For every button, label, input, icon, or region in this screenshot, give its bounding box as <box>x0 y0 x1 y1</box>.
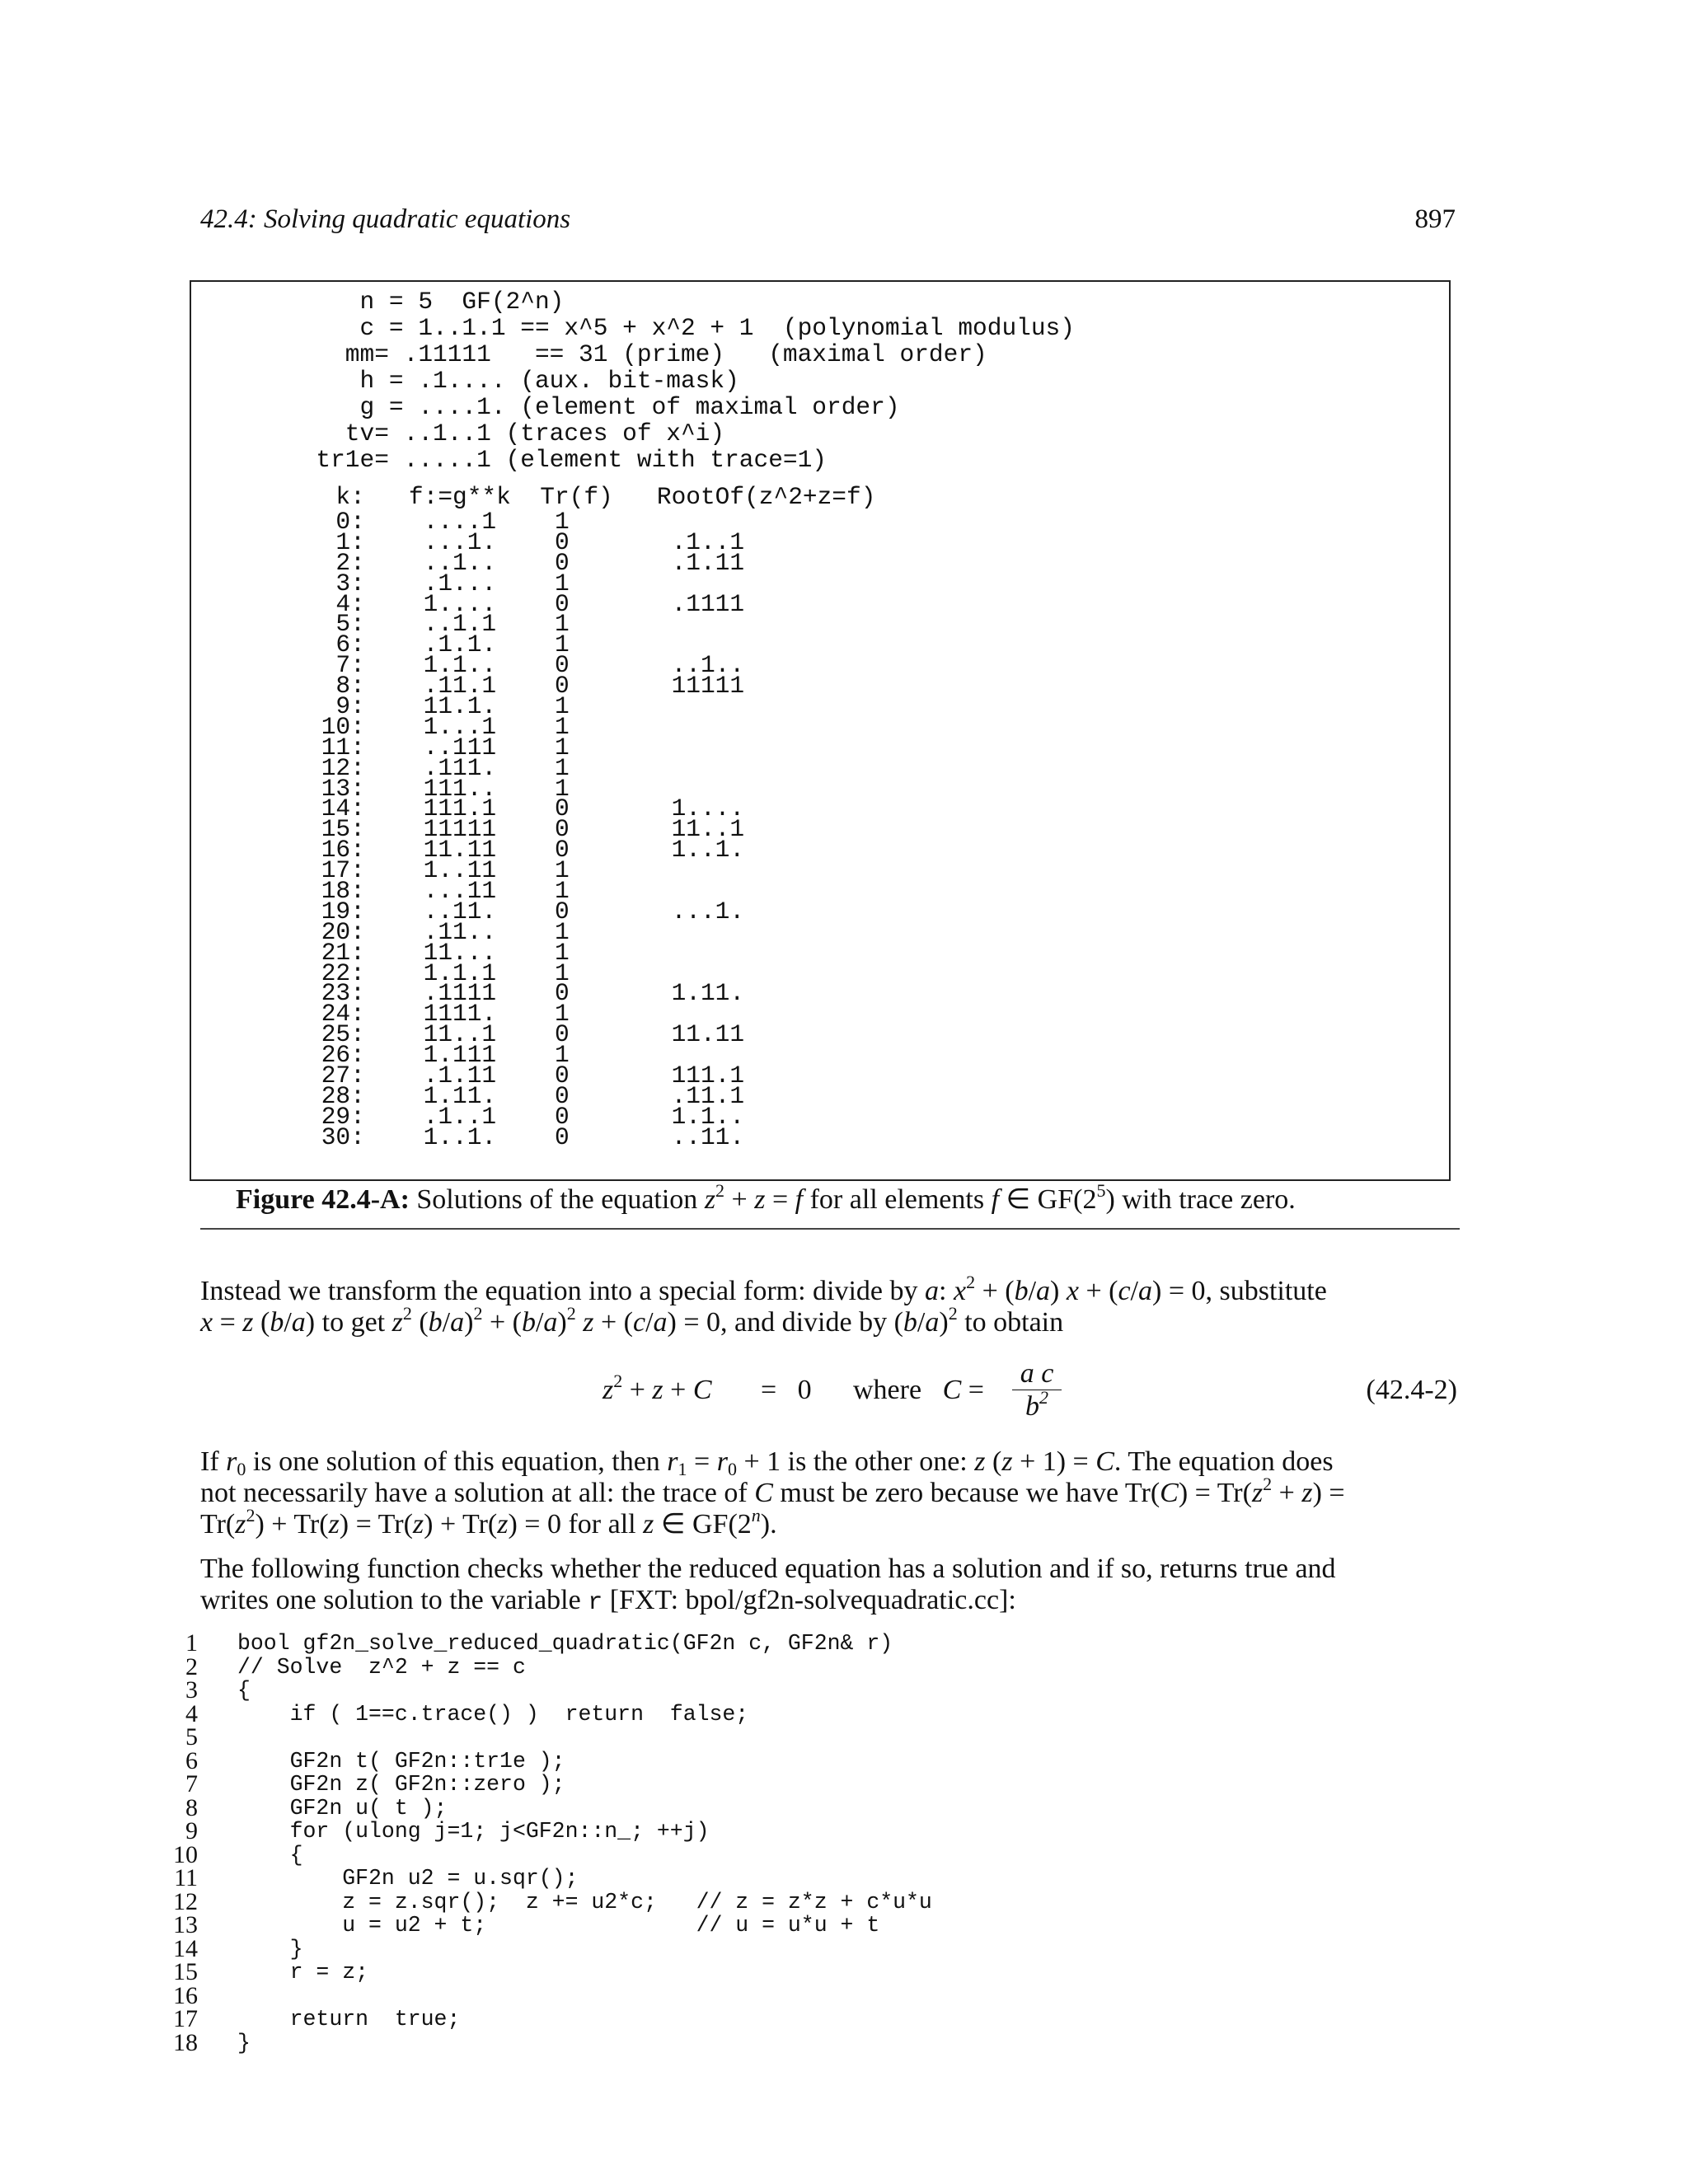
table-row: 24: 1111. 1 <box>307 1000 570 1029</box>
caption-rule <box>200 1228 1460 1230</box>
figure-caption: Figure 42.4-A: Solutions of the equation $z^2 + z = f$ for all elements f ∈ $GF(2^5)$ with trace zero. <box>236 1180 1296 1215</box>
code-text: GF2n u( t ); <box>237 1795 448 1821</box>
table-row: 5: ..1.1 1 <box>307 610 570 639</box>
line-number: 18 <box>173 2028 198 2056</box>
table-row: 21: 11... 1 <box>307 938 570 967</box>
caption-text-2: for all elements <box>809 1184 985 1215</box>
table-row: 0: ....1 1 <box>307 508 570 536</box>
table-row: 14: 111.1 0 1.... <box>307 794 745 823</box>
caption-text-1: Solutions of the equation <box>416 1184 698 1215</box>
line-number: 9 <box>185 1817 198 1844</box>
code-text: return true; <box>237 2007 461 2032</box>
p2-text-line2b: must be zero because we have <box>780 1478 1119 1508</box>
code-text: for (ulong j=1; j<GF2n::n_; ++j) <box>237 1819 710 1844</box>
line-number: 5 <box>185 1723 198 1750</box>
p1-text-d: = 0, and divide by <box>683 1307 888 1338</box>
table-row: 17: 1..11 1 <box>307 856 570 885</box>
line-number: 6 <box>185 1746 198 1774</box>
table-row: 26: 1.111 1 <box>307 1041 570 1070</box>
table-row: 16: 11.11 0 1..1. <box>307 836 745 865</box>
table-row: 20: .11.. 1 <box>307 917 570 946</box>
table-row: 7: 1.1.. 0 ..1.. <box>307 651 745 680</box>
code-text: } <box>237 2030 251 2055</box>
p1-text-e: to obtain <box>964 1307 1064 1338</box>
table-row: 3: .1... 1 <box>307 569 570 598</box>
table-row: 12: .111. 1 <box>307 753 570 782</box>
eq-where-label: where <box>853 1375 922 1405</box>
code-text: // Solve z^2 + z == c <box>237 1654 526 1680</box>
table-row: 11: ..111 1 <box>307 733 570 762</box>
table-row: 22: 1.1.1 1 <box>307 958 570 987</box>
paragraph-function-intro <box>200 1554 1457 1619</box>
caption-label: Figure 42.4-A: <box>236 1184 410 1215</box>
line-number: 16 <box>173 1981 198 2009</box>
paragraph-solutions: If $r_0$ is one solution of this equation, then $r_1 = r_0 + 1$ is the other one: z (z + 1) = C. The equation does not necessarily have a solution at all: the trace of C must be zero because we have $Tr(C) = Tr(z^2 + z)$ = $Tr(z^2) + Tr(z) = Tr(z) + Tr(z) = 0$ for all z ∈ GF(2$^n$). <box>200 1446 1345 1540</box>
code-text: bool gf2n_solve_reduced_quadratic(GF2n c, GF2n& r) <box>237 1631 893 1656</box>
table-row: 2: ..1.. 0 .1.11 <box>307 548 745 577</box>
table-header: k: f:=g**k Tr(f) RootOf(z^2+z=f) <box>307 483 876 511</box>
code-text: GF2n t( GF2n::tr1e ); <box>237 1748 565 1774</box>
table-row: 6: .1.1. 1 <box>307 630 570 659</box>
figure-parameters: n = 5 GF(2^n) c = 1..1.1 == x^5 + x^2 + 1 (polynomial modulus) mm= .11111 == 31 (prime) (maximal order) h = .1.... (aux. bit-mask) g = ....1. (element of maximal order) tv= ..1..1 (traces of x^i) tr1e= .....1 (element with trace=1) <box>316 288 1075 474</box>
line-number: 11 <box>174 1864 198 1891</box>
line-number: 10 <box>173 1840 198 1868</box>
table-row: 30: 1..1. 0 ..11. <box>307 1122 745 1151</box>
table-row: 15: 11111 0 11..1 <box>307 815 745 844</box>
p1-text-c: to get <box>321 1307 386 1338</box>
page-number: 897 <box>1414 204 1456 234</box>
code-text: } <box>237 1936 303 1961</box>
p2-text-c: The equation does <box>1128 1446 1334 1477</box>
p1-text-b: = 0, substitute <box>1168 1276 1327 1306</box>
code-text: r = z; <box>237 1960 369 1985</box>
running-header-section: 42.4: Solving quadratic equations <box>200 204 571 234</box>
table-row: 23: .1111 0 1.11. <box>307 979 745 1008</box>
table-row: 8: .11.1 0 11111 <box>307 672 745 701</box>
table-row: 25: 11..1 0 11.11 <box>307 1020 745 1049</box>
paragraph-transform: Instead we transform the equation into a special form: divide by a: $x^2 + (b/a) x + (c/a) = 0$, substitute x = z (b/a) to get $z^2$ $(b/a)^2 + (b/a)^2$ z + (c/a) = 0, and divide by $(b/a)^2$ to obtain <box>200 1272 1327 1338</box>
p3-text-line2b: [FXT: bpol/gf2n-solvequadratic.cc]: <box>609 1585 1016 1615</box>
line-number: 2 <box>185 1652 198 1680</box>
caption-text-3: with trace zero. <box>1122 1184 1296 1215</box>
code-text: GF2n u2 = u.sqr(); <box>237 1866 579 1891</box>
code-text: GF2n z( GF2n::zero ); <box>237 1772 565 1797</box>
p3-text-line2a: writes one solution to the variable <box>200 1585 581 1615</box>
line-number: 3 <box>185 1676 198 1704</box>
line-number: 13 <box>173 1911 198 1938</box>
line-number: 14 <box>173 1934 198 1962</box>
line-number: 17 <box>173 2005 198 2032</box>
p2-text-a: is one solution of this equation, then <box>252 1446 660 1477</box>
code-text: { <box>237 1842 303 1868</box>
table-row: 4: 1.... 0 .1111 <box>307 589 745 618</box>
table-row: 27: .1.11 0 111.1 <box>307 1062 745 1090</box>
p3-variable-r: r <box>588 1589 603 1617</box>
line-number: 7 <box>185 1770 198 1797</box>
figure-table <box>307 483 876 1151</box>
equation-42-4-2: $z^2 + z + C$ = 0 where C = $\frac{\text{a c}}{b^2}$ (42.4-2) <box>603 1358 1457 1422</box>
table-row: 1: ...1. 0 .1..1 <box>307 527 745 556</box>
table-row: 9: 11.1. 1 <box>307 692 570 721</box>
line-number: 12 <box>173 1887 198 1915</box>
table-row: 29: .1..1 0 1.1.. <box>307 1102 745 1131</box>
code-text: z = z.sqr(); z += u2*c; // z = z*z + c*u*u <box>237 1889 932 1915</box>
table-row: 10: 1...1 1 <box>307 712 570 741</box>
equation-number: (42.4-2) <box>1366 1375 1457 1405</box>
p2-text-b: is the other one: <box>787 1446 968 1477</box>
p1-text-a: Instead we transform the equation into a special form: divide by <box>200 1276 918 1306</box>
table-row: 19: ..11. 0 ...1. <box>307 897 745 926</box>
figure-box <box>190 280 1451 1181</box>
p2-text-line3b: for all <box>568 1509 636 1540</box>
table-row: 28: 1.11. 0 .11.1 <box>307 1081 745 1110</box>
code-text: { <box>237 1678 251 1703</box>
p2-text-line2: not necessarily have a solution at all: the trace of <box>200 1478 748 1508</box>
code-text: u = u2 + t; // u = u*u + t <box>237 1913 880 1938</box>
line-number: 4 <box>185 1699 198 1727</box>
table-row: 13: 111.. 1 <box>307 774 570 803</box>
table-row: 18: ...11 1 <box>307 877 570 906</box>
line-number: 8 <box>185 1793 198 1821</box>
code-text: if ( 1==c.trace() ) return false; <box>237 1701 749 1727</box>
p3-text-line1: The following function checks whether the reduced equation has a solution and if so, returns true and <box>200 1554 1336 1584</box>
line-number: 15 <box>173 1958 198 1985</box>
line-number: 1 <box>185 1629 198 1657</box>
